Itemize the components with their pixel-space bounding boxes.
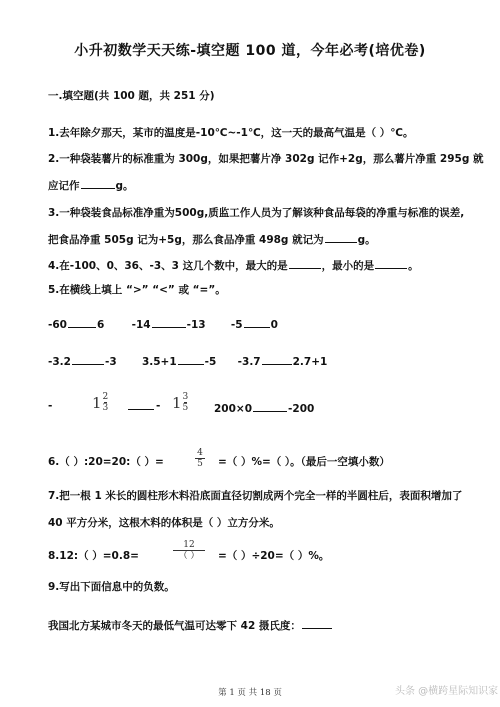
compare-item: -5 — [230, 319, 243, 331]
compare-item: -13 — [186, 319, 206, 331]
question-6-text-a: 6.（ ）:20=20:（ ）= — [48, 456, 164, 468]
compare-item: -14 — [131, 319, 151, 331]
section-heading: 一.填空题(共 100 题，共 251 分) — [48, 90, 215, 102]
question-2-text-a: 应记作 — [48, 180, 80, 192]
compare-item: -3 — [104, 356, 117, 368]
question-4-text-c: 。 — [408, 260, 419, 272]
document-title: 小升初数学天天练-填空题 100 道，今年必考(培优卷) — [74, 43, 426, 59]
fraction-denominator: （ ） — [178, 551, 200, 561]
compare-row-1 — [48, 317, 480, 332]
answer-blank[interactable] — [72, 354, 104, 365]
question-9-sub — [48, 618, 480, 633]
compare-row-2 — [48, 354, 480, 369]
answer-blank[interactable] — [152, 317, 186, 328]
fraction-numerator: 4 — [197, 448, 203, 458]
answer-blank[interactable] — [244, 317, 270, 328]
question-6-fraction — [194, 448, 206, 469]
answer-blank[interactable] — [325, 232, 357, 243]
question-3-text-a: 把食品净重 505g 记为+5g，那么食品净重 498g 就记为 — [48, 234, 324, 246]
compare-item: -3.2 — [48, 356, 71, 368]
answer-blank[interactable] — [253, 401, 287, 412]
page-footer: 第 1 页 共 18 页 — [218, 688, 282, 698]
answer-blank[interactable] — [68, 317, 96, 328]
compare-item: 6 — [96, 319, 105, 331]
answer-blank[interactable] — [178, 354, 204, 365]
question-4 — [48, 258, 480, 273]
compare-item: 2.7+1 — [292, 356, 328, 368]
question-4-text-b: ，最小的是 — [321, 260, 375, 272]
question-7-line-2: 40 平方分米，这根木料的体积是（ ）立方分米。 — [48, 517, 280, 529]
question-8-text-b: =（ ）÷20=（ ）%。 — [218, 550, 330, 562]
question-7-line-1: 7.把一根 1 米长的圆柱形木料沿底面直径切割成两个完全一样的半圆柱后，表面积增加了 — [48, 490, 463, 502]
question-1: 1.去年除夕那天，某市的温度是-10℃~-1℃，这一天的最高气温是（ ）℃。 — [48, 127, 414, 139]
compare-row-3-expr — [214, 401, 314, 415]
question-8-fraction — [172, 540, 206, 561]
compare-row-3-dash: - — [48, 400, 53, 412]
compare-item: 200×0 — [214, 403, 253, 415]
fraction-numerator: 3 — [182, 392, 189, 402]
compare-item: -3.7 — [237, 356, 261, 368]
question-5: 5.在横线上填上 “>” “<” 或 “=”。 — [48, 284, 226, 296]
question-2-text-b: g。 — [115, 180, 134, 192]
question-9-sub-text: 我国北方某城市冬天的最低气温可达零下 42 摄氏度： — [48, 620, 301, 632]
answer-blank[interactable] — [128, 409, 154, 410]
question-3-line-1: 3.一种袋装食品标准净重为500g,质监工作人员为了解该种食品每袋的净重与标准的误差, — [48, 207, 465, 219]
compare-item: -200 — [288, 403, 315, 415]
question-3-line-2 — [48, 232, 480, 247]
fraction-denominator: 5 — [182, 403, 189, 413]
fraction-numerator: 12 — [183, 540, 195, 550]
mixed-whole: 1 — [172, 393, 182, 412]
question-6-text-b: =（ ）%=（ ）。（最后一空填小数） — [218, 456, 390, 468]
compare-item: 0 — [270, 319, 278, 331]
mixed-number-2 — [172, 392, 188, 413]
mixed-whole: 1 — [92, 393, 102, 412]
question-2-line-1: 2.一种袋装薯片的标准重为 300g，如果把薯片净 302g 记作+2g，那么薯片净重 295g 就 — [48, 153, 484, 165]
fraction-numerator: 2 — [102, 392, 109, 402]
question-4-text-a: 4.在-100、0、36、-3、3 这几个数中，最大的是 — [48, 260, 288, 272]
compare-item: -5 — [204, 356, 217, 368]
question-8-text-a: 8.12:（ ）=0.8= — [48, 550, 139, 562]
compare-item: -60 — [48, 319, 67, 331]
mixed-number-1 — [92, 392, 108, 413]
watermark: 头条 @横跨星际知识家 — [395, 686, 499, 697]
answer-blank[interactable] — [302, 618, 332, 629]
fraction-denominator: 5 — [197, 459, 203, 469]
answer-blank[interactable] — [81, 178, 115, 189]
fraction-denominator: 3 — [102, 403, 109, 413]
question-2-line-2 — [48, 178, 480, 193]
answer-blank[interactable] — [375, 258, 407, 269]
compare-item: 3.5+1 — [141, 356, 177, 368]
question-9: 9.写出下面信息中的负数。 — [48, 581, 175, 593]
compare-row-3-mid-dash: - — [156, 400, 161, 412]
answer-blank[interactable] — [262, 354, 292, 365]
question-3-text-b: g。 — [357, 234, 376, 246]
answer-blank[interactable] — [289, 258, 321, 269]
